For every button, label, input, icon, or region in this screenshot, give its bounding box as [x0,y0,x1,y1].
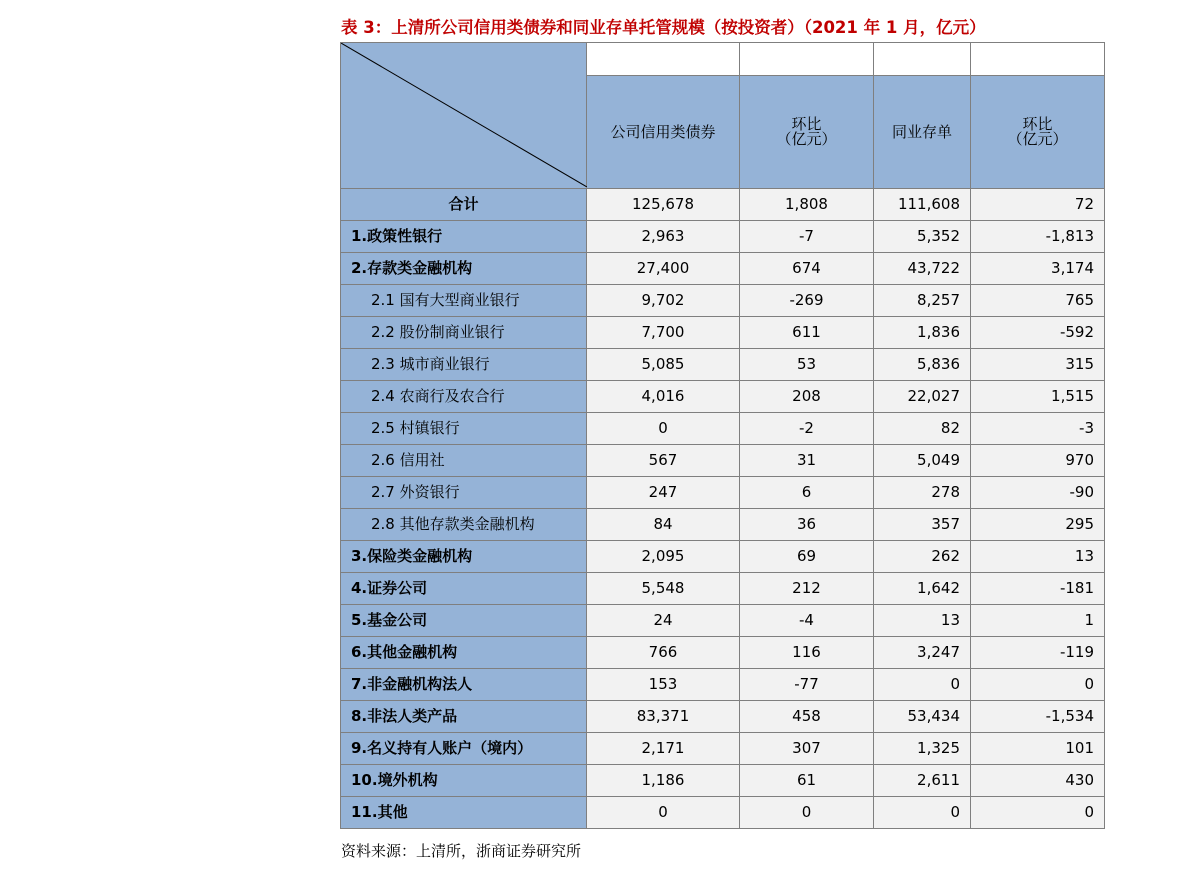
value-ncd: 357 [874,509,971,541]
row-label: 2.8 其他存款类金融机构 [341,509,587,541]
value-bonds-mom: -77 [740,669,874,701]
value-bonds: 2,171 [587,733,740,765]
table-row [341,477,1105,509]
value-ncd: 53,434 [874,701,971,733]
table-row [341,541,1105,573]
row-label: 3.保险类金融机构 [341,541,587,573]
header-label: 同业存单 [891,122,952,141]
value-ncd: 5,836 [874,349,971,381]
value-ncd: 278 [874,477,971,509]
value-bonds-mom: 674 [740,253,874,285]
value-ncd: 2,611 [874,765,971,797]
header-mom-bonds [740,43,874,189]
row-label: 4.证券公司 [341,573,587,605]
value-ncd-mom: 765 [971,285,1105,317]
value-bonds: 24 [587,605,740,637]
row-label: 11.其他 [341,797,587,829]
header-blank-band [971,43,1104,76]
value-bonds-mom: 208 [740,381,874,413]
value-ncd: 1,642 [874,573,971,605]
value-ncd-mom: -3 [971,413,1105,445]
value-bonds: 125,678 [587,189,740,221]
row-label: 2.存款类金融机构 [341,253,587,285]
value-ncd-mom: 315 [971,349,1105,381]
value-bonds-mom: 458 [740,701,874,733]
header-label: 环比 [791,115,822,133]
value-ncd-mom: -90 [971,477,1105,509]
row-label: 2.3 城市商业银行 [341,349,587,381]
value-ncd-mom: -119 [971,637,1105,669]
value-ncd-mom: 970 [971,445,1105,477]
row-label: 6.其他金融机构 [341,637,587,669]
header-mom-ncd [971,43,1105,189]
row-label: 1.政策性银行 [341,221,587,253]
value-bonds-mom: 307 [740,733,874,765]
value-ncd: 13 [874,605,971,637]
value-ncd-mom: 295 [971,509,1105,541]
header-blank-band [587,43,739,76]
value-bonds-mom: 6 [740,477,874,509]
value-ncd: 0 [874,669,971,701]
value-bonds-mom: 0 [740,797,874,829]
header-blank-band [874,43,970,76]
value-ncd-mom: 13 [971,541,1105,573]
row-label: 2.7 外资银行 [341,477,587,509]
value-bonds-mom: -2 [740,413,874,445]
value-bonds-mom: 31 [740,445,874,477]
header-corporate-credit-bonds [587,43,740,189]
row-label: 合计 [341,189,587,221]
value-bonds-mom: 61 [740,765,874,797]
value-ncd: 5,049 [874,445,971,477]
table-row [341,573,1105,605]
value-ncd: 43,722 [874,253,971,285]
value-bonds-mom: 36 [740,509,874,541]
source-note: 资料来源：上清所，浙商证券研究所 [341,842,582,860]
table-row [341,637,1105,669]
value-bonds: 766 [587,637,740,669]
value-bonds: 153 [587,669,740,701]
value-ncd-mom: 72 [971,189,1105,221]
value-ncd: 22,027 [874,381,971,413]
value-ncd-mom: -1,813 [971,221,1105,253]
row-label: 8.非法人类产品 [341,701,587,733]
value-bonds: 84 [587,509,740,541]
table-row [341,381,1105,413]
table-row [341,413,1105,445]
table-title: 表 3：上清所公司信用类债券和同业存单托管规模（按投资者）（2021 年 1 月，亿元） [341,18,986,37]
row-label: 2.5 村镇银行 [341,413,587,445]
value-bonds: 2,963 [587,221,740,253]
value-bonds: 4,016 [587,381,740,413]
header-blank-band [740,43,873,76]
value-bonds: 27,400 [587,253,740,285]
table-row [341,605,1105,637]
table-row [341,797,1105,829]
value-bonds-mom: -7 [740,221,874,253]
value-bonds-mom: 69 [740,541,874,573]
table-row [341,285,1105,317]
table-row [341,701,1105,733]
value-bonds: 5,548 [587,573,740,605]
table-row [341,733,1105,765]
value-bonds-mom: 116 [740,637,874,669]
table-row [341,253,1105,285]
value-ncd-mom: 1 [971,605,1105,637]
table-row [341,349,1105,381]
value-ncd: 262 [874,541,971,573]
value-bonds: 0 [587,413,740,445]
row-label: 10.境外机构 [341,765,587,797]
value-bonds: 0 [587,797,740,829]
table-row [341,317,1105,349]
header-label: 公司信用类债券 [610,122,716,141]
value-bonds-mom: -4 [740,605,874,637]
table-row [341,189,1105,221]
value-bonds: 2,095 [587,541,740,573]
value-ncd-mom: 1,515 [971,381,1105,413]
value-ncd: 3,247 [874,637,971,669]
value-ncd-mom: -181 [971,573,1105,605]
table-row [341,765,1105,797]
value-ncd: 0 [874,797,971,829]
value-ncd-mom: 430 [971,765,1105,797]
value-ncd-mom: 3,174 [971,253,1105,285]
row-label: 7.非金融机构法人 [341,669,587,701]
value-bonds-mom: 611 [740,317,874,349]
table-body [341,189,1105,829]
table-row [341,669,1105,701]
header-corner-cell [341,43,587,189]
table-row [341,221,1105,253]
row-label: 2.1 国有大型商业银行 [341,285,587,317]
value-ncd: 8,257 [874,285,971,317]
value-ncd: 82 [874,413,971,445]
value-bonds: 7,700 [587,317,740,349]
header-unit: （亿元） [776,130,837,148]
row-label: 9.名义持有人账户（境内） [341,733,587,765]
diagonal-line [341,43,587,187]
value-bonds: 1,186 [587,765,740,797]
value-ncd: 5,352 [874,221,971,253]
header-unit: （亿元） [1007,130,1068,148]
value-bonds-mom: 53 [740,349,874,381]
value-bonds: 5,085 [587,349,740,381]
header-label: 环比 [1022,115,1053,133]
value-ncd-mom: 101 [971,733,1105,765]
value-bonds-mom: 1,808 [740,189,874,221]
table-row [341,509,1105,541]
value-ncd-mom: -592 [971,317,1105,349]
value-ncd-mom: -1,534 [971,701,1105,733]
value-ncd: 1,325 [874,733,971,765]
row-label: 5.基金公司 [341,605,587,637]
row-label: 2.2 股份制商业银行 [341,317,587,349]
value-bonds-mom: 212 [740,573,874,605]
value-bonds: 247 [587,477,740,509]
row-label: 2.4 农商行及农合行 [341,381,587,413]
header-ncd [874,43,971,189]
table-row [341,445,1105,477]
value-bonds: 567 [587,445,740,477]
value-ncd: 1,836 [874,317,971,349]
value-bonds-mom: -269 [740,285,874,317]
value-ncd: 111,608 [874,189,971,221]
row-label: 2.6 信用社 [341,445,587,477]
value-ncd-mom: 0 [971,669,1105,701]
value-ncd-mom: 0 [971,797,1105,829]
value-bonds: 83,371 [587,701,740,733]
value-bonds: 9,702 [587,285,740,317]
custody-table [340,42,1105,829]
